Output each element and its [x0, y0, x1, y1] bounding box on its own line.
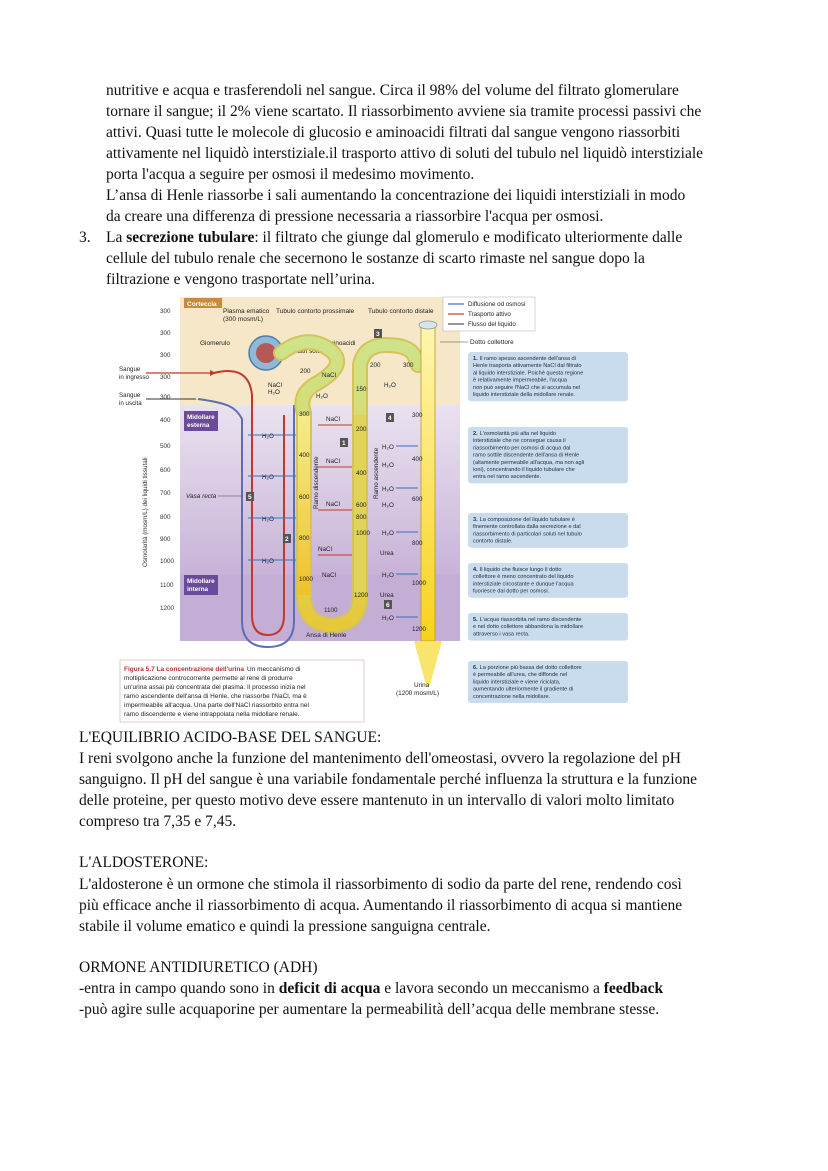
- acid-base-line-1: I reni svolgono anche la funzione del mantenimento dell'omeostasi, ovvero la regolazione del pH: [79, 750, 681, 767]
- h2o-label-c7: H₂O: [382, 615, 394, 622]
- intro-line-6: L’ansa di Henle riassorbe i sali aumentando la concentrazione dei liquidi interstiziali in modo: [106, 187, 686, 204]
- item3-line-1: [106, 227, 786, 248]
- note-line: riassorbimento di particolari soluti nel tubulo: [473, 531, 582, 538]
- note-line: liquido interstiziale e viene riciclata,: [473, 679, 561, 686]
- vasa-recta-label: Vasa recta: [186, 493, 217, 500]
- acid-base-line-4: compreso tra 7,35 e 7,45.: [79, 813, 237, 830]
- note-line: riassorbimento per osmosi di acqua dal: [473, 445, 571, 452]
- plasma-label-2: (300 mosm/L): [223, 316, 264, 323]
- note-line: è relativamente impermeabile, l'acqua: [473, 377, 568, 384]
- marker-4: 4: [388, 415, 392, 422]
- loop-of-henle-label: Ansa di Henle: [306, 632, 347, 639]
- caption-line-6: ramo discendente e viene intrappolata nella midollare renale.: [124, 711, 300, 718]
- nacl-label-5: NaCl: [322, 572, 336, 579]
- caption-line-4: ramo ascendente dell'ansa di Henle, che riassorbe l'NaCl, ma è: [124, 693, 307, 700]
- h2o-label-d4: H₂O: [262, 558, 274, 565]
- h2o-label-c1: H₂O: [382, 444, 394, 451]
- y-tick-label: 1000: [160, 558, 175, 565]
- heading-aldosterone: L'ALDOSTERONE:: [79, 854, 209, 871]
- inner-medulla-label-2: interna: [187, 586, 208, 593]
- h2o-label-d1: H₂O: [262, 433, 274, 440]
- desc-value-4: 800: [299, 535, 310, 542]
- asc-value-2: 200: [356, 426, 367, 433]
- y-tick-label: 300: [160, 352, 171, 359]
- note-line: finemente controllata dalla secrezione e dal: [473, 524, 581, 531]
- collecting-duct: [421, 325, 435, 641]
- note-line: [473, 665, 582, 671]
- h2o-label-d2: H₂O: [262, 474, 274, 481]
- marker-6: 6: [386, 602, 390, 609]
- blood-out-label-1: Sangue: [119, 392, 141, 399]
- urine-label-1: Urina: [414, 682, 430, 689]
- marker-2: 2: [285, 536, 289, 543]
- outer-medulla-label-2: esterna: [187, 422, 210, 429]
- legend-flow: Flusso del liquido: [468, 321, 516, 328]
- note-line: non può seguire l'NaCl che si accumula nel: [473, 384, 581, 391]
- intro-line-7: da creare una differenza di pressione necessaria a riassorbire l'acqua per osmosi.: [106, 208, 604, 225]
- kidney-figure: [118, 295, 630, 723]
- top-value-3: 300: [403, 362, 414, 369]
- note-text: L'acqua riassorbita nel ramo discendente: [479, 617, 582, 623]
- adh-line1-a: -entra in campo quando sono in: [79, 980, 279, 997]
- nacl-label-cortex: NaCl: [268, 382, 282, 389]
- adh-line-1: [79, 978, 799, 999]
- y-tick-label: 900: [160, 536, 171, 543]
- bottom-value: 1100: [324, 607, 338, 614]
- note-line: e nel dotto collettore abbandona la midollare: [473, 624, 584, 631]
- note-line: attraverso i vasa recta.: [473, 631, 530, 638]
- note-line: ioni), concentrando il liquido tubulare che: [473, 467, 575, 473]
- outer-medulla-label-1: Midollare: [187, 414, 215, 421]
- adh-feedback-term: feedback: [603, 980, 664, 997]
- y-axis-ticks: [160, 308, 175, 612]
- h2o-label-d3: H₂O: [262, 516, 274, 523]
- marker-1: 1: [342, 440, 346, 447]
- asc-value-3: 400: [356, 470, 367, 477]
- note-line: collettore è meno concentrato del liquido: [473, 574, 574, 581]
- nacl-label-3: NaCl: [326, 501, 340, 508]
- desc-value-1: 300: [299, 411, 310, 418]
- note-line: ramo sottile discendente dell'ansa di Henle: [473, 452, 580, 459]
- heading-adh: ORMONE ANTIDIURETICO (ADH): [79, 959, 318, 976]
- h2o-label-c3: H₂O: [382, 486, 394, 493]
- cd-value-3: 600: [412, 496, 423, 503]
- descending-limb-label: Ramo discendente: [313, 456, 320, 509]
- nacl-label-1: NaCl: [326, 416, 340, 423]
- glomerulus-label: Glomerulo: [200, 340, 230, 347]
- note-text: Il liquido che fluisce lungo il dotto: [479, 567, 562, 573]
- caption-title: Figura 5.7 La concentrazione dell'urina: [124, 666, 245, 673]
- note-number: 5.: [473, 617, 478, 623]
- item3-line1-rest: : il filtrato che giunge dal glomerulo e modificato ulteriormente dalle: [254, 229, 683, 246]
- adh-line1-c: e lavora secondo un meccanismo a: [380, 980, 604, 997]
- cd-value-4: 800: [412, 540, 423, 547]
- note-line: interstiziale che ne consegue causa il: [473, 438, 566, 445]
- cortex-label: Corteccia: [187, 301, 217, 308]
- blood-in-label-1: Sangue: [119, 366, 141, 373]
- collecting-duct-label: Dotto collettore: [470, 339, 514, 346]
- note-number: 6.: [473, 665, 478, 671]
- h2o-label-c5: H₂O: [382, 530, 394, 537]
- h2o-label-cortex-1: H₂O: [268, 389, 280, 396]
- y-tick-label: 500: [160, 443, 171, 450]
- note-line: aumentando ulteriormente il gradiente di: [473, 686, 574, 693]
- cd-value-1: 300: [412, 412, 423, 419]
- blood-in-label-2: in ingresso: [119, 374, 149, 381]
- cd-value-5: 1000: [412, 580, 427, 587]
- aldosterone-line-1: L'aldosterone è un ormone che stimola il riassorbimento di sodio da parte del rene, rendendo così: [79, 876, 682, 893]
- note-line: [473, 517, 575, 523]
- aldosterone-line-2: più efficace anche il riassorbimento di acqua. Aumentando il riassorbimento di acqua si mantiene: [79, 897, 683, 914]
- urine-label-2: (1200 mosm/L): [396, 690, 439, 697]
- inner-medulla-label-1: Midollare: [187, 578, 215, 585]
- note-line: al liquido interstiziale. Poiché questa regione: [473, 370, 584, 377]
- caption-line-2: moltiplicazione controcorrente permette al rene di produrre: [124, 675, 293, 682]
- marker-3: 3: [376, 331, 380, 338]
- intro-line-3: attivi. Quasi tutte le molecole di glucosio e aminoacidi filtrati dal sangue vengono riassorbiti: [106, 124, 681, 141]
- intro-line-2: tornare il sangue; il 2% viene scartato. Il riassorbimento avviene sia tramite processi passivi che: [106, 103, 702, 120]
- note-line: è permeabile all'urea, che diffonde nel: [473, 672, 568, 679]
- legend-diffusion: Diffusione od osmosi: [468, 301, 526, 308]
- acid-base-line-2: sanguigno. Il pH del sangue è una variabile fondamentale perché influenza la struttura e la funzione: [79, 771, 698, 788]
- caption-line-5: impermeabile all'acqua. Una parte dell'NaCl riassorbito entra nel: [124, 702, 309, 709]
- y-tick-label: 400: [160, 417, 171, 424]
- note-line: [473, 567, 561, 573]
- y-tick-label: 300: [160, 308, 171, 315]
- desc-value-5: 1000: [299, 576, 314, 583]
- note-line: [473, 431, 556, 437]
- h2o-label-c2: H₂O: [382, 462, 394, 469]
- intro-line-4: attivamente nel liquidò interstiziale.il trasporto attivo di soluti del tubulo nel liquidò interstiziale: [106, 145, 704, 162]
- acid-base-line-3: delle proteine, per questo motivo deve essere mantenuto in un intervallo di valori molto limitato: [79, 792, 675, 809]
- marker-5: 5: [248, 494, 252, 501]
- asc-value-1: 150: [356, 386, 367, 393]
- adh-line-2: -può agire sulle acquaporine per aumentare la permeabilità dell’acqua delle membrane stesse.: [79, 1001, 660, 1018]
- note-line: [473, 617, 582, 623]
- caption-line-1-rest: Un meccanismo di: [247, 666, 301, 673]
- y-tick-label: 1100: [160, 582, 174, 589]
- asc-value-4: 600: [356, 502, 367, 509]
- note-line: (altamente permeabile all'acqua, ma non agli: [473, 459, 585, 466]
- urea-label-1: Urea: [380, 550, 394, 557]
- top-value-2: 200: [370, 362, 381, 369]
- urine-flow: [414, 641, 442, 685]
- glucose-label-1: Glucosio, amminoacidi: [292, 340, 356, 347]
- h2o-label-c6: H₂O: [382, 572, 394, 579]
- nacl-label-top: NaCl: [322, 372, 336, 379]
- cd-value-2: 400: [412, 456, 423, 463]
- descending-limb: [298, 415, 310, 595]
- heading-acid-base: L'EQUILIBRIO ACIDO-BASE DEL SANGUE:: [79, 729, 382, 746]
- note-line: Henle trasporta attivamente NaCl dal filtrato: [473, 363, 582, 370]
- note-number: 3.: [473, 517, 478, 523]
- note-text: La composizione del liquido tubulare è: [479, 517, 575, 523]
- note-text: L'osmolarità più alta nel liquido: [479, 431, 556, 437]
- note-line: liquido interstiziale della midollare renale.: [473, 392, 575, 398]
- bottom-right-value: 1200: [354, 592, 369, 599]
- item3-line-2: cellule del tubulo renale che secernono le sostanze di scarto rimaste nel sangue dopo la: [106, 250, 645, 267]
- glucose-label-2: e altri soluti: [292, 348, 324, 355]
- ascending-limb-label: Ramo ascendente: [373, 447, 380, 499]
- note-line: contorto distale.: [473, 538, 513, 545]
- y-tick-label: 1200: [160, 605, 175, 612]
- list-number-3: 3.: [79, 229, 91, 246]
- intro-line-5: porta l'acqua a seguire per osmosi il medesimo movimento.: [106, 166, 475, 183]
- y-axis-label: Osmolarità (mosm/L) dei liquidi tissutali: [142, 457, 149, 567]
- note-line: concentrazione nella midollare.: [473, 693, 551, 700]
- adh-deficit-term: deficit di acqua: [278, 980, 381, 997]
- note-text: Il ramo spesso ascendente dell'ansa di: [479, 356, 576, 362]
- legend-active: Trasporto attivo: [468, 311, 511, 318]
- note-text: La porzione più bassa del dotto collettore: [479, 665, 582, 671]
- note-line: interstiziale circostante e dunque l'acqua: [473, 581, 574, 588]
- intro-line-1: nutritive e acqua e trasferendoli nel sangue. Circa il 98% del volume del filtrato glomerulare: [106, 82, 679, 99]
- cd-value-6: 1200: [412, 626, 427, 633]
- figure-notes: [468, 352, 628, 703]
- item3-bold-term: secrezione tubulare: [126, 229, 255, 246]
- asc-value-6: 1000: [356, 530, 371, 537]
- note-line: entra nel ramo ascendente.: [473, 474, 542, 481]
- y-tick-label: 300: [160, 330, 171, 337]
- urea-label-2: Urea: [380, 592, 394, 599]
- item3-lead: La: [106, 229, 127, 246]
- h2o-label-c4: H₂O: [382, 502, 394, 509]
- desc-value-2: 400: [299, 452, 310, 459]
- note-number: 2.: [473, 431, 478, 437]
- note-line: fuoriesce dal dotto per osmosi.: [473, 588, 550, 595]
- distal-tubule-label: Tubulo contorto distale: [368, 308, 434, 315]
- aldosterone-line-3: stabile il volume ematico e quindi la pressione sanguigna centrale.: [79, 918, 491, 935]
- caption-line-1: [124, 666, 301, 673]
- y-tick-label: 300: [160, 374, 171, 381]
- y-tick-label: 300: [160, 394, 171, 401]
- nacl-label-4: NaCl: [318, 546, 332, 553]
- desc-value-3: 600: [299, 494, 310, 501]
- nacl-label-2: NaCl: [326, 458, 340, 465]
- h2o-label-cortex-2: H₂O: [384, 382, 396, 389]
- caption-line-3: un'urina assai più concentrata del plasma. Il processo inizia nel: [124, 684, 306, 691]
- proximal-tubule-label: Tubulo contorto prossimale: [276, 308, 355, 315]
- y-tick-label: 700: [160, 490, 171, 497]
- plasma-label-1: Plasma ematico: [223, 308, 270, 315]
- y-tick-label: 800: [160, 514, 171, 521]
- h2o-label-cortex-3: H₂O: [316, 393, 328, 400]
- note-number: 4.: [473, 567, 478, 573]
- blood-out-label-2: in uscita: [119, 400, 142, 407]
- item3-line-3: filtrazione e vengono trasportate nell’urina.: [106, 271, 375, 288]
- note-number: 1.: [473, 356, 478, 362]
- note-line: [473, 356, 576, 362]
- asc-value-5: 800: [356, 514, 367, 521]
- top-value-1: 200: [300, 368, 311, 375]
- collecting-duct-top: [419, 321, 437, 329]
- y-tick-label: 600: [160, 467, 171, 474]
